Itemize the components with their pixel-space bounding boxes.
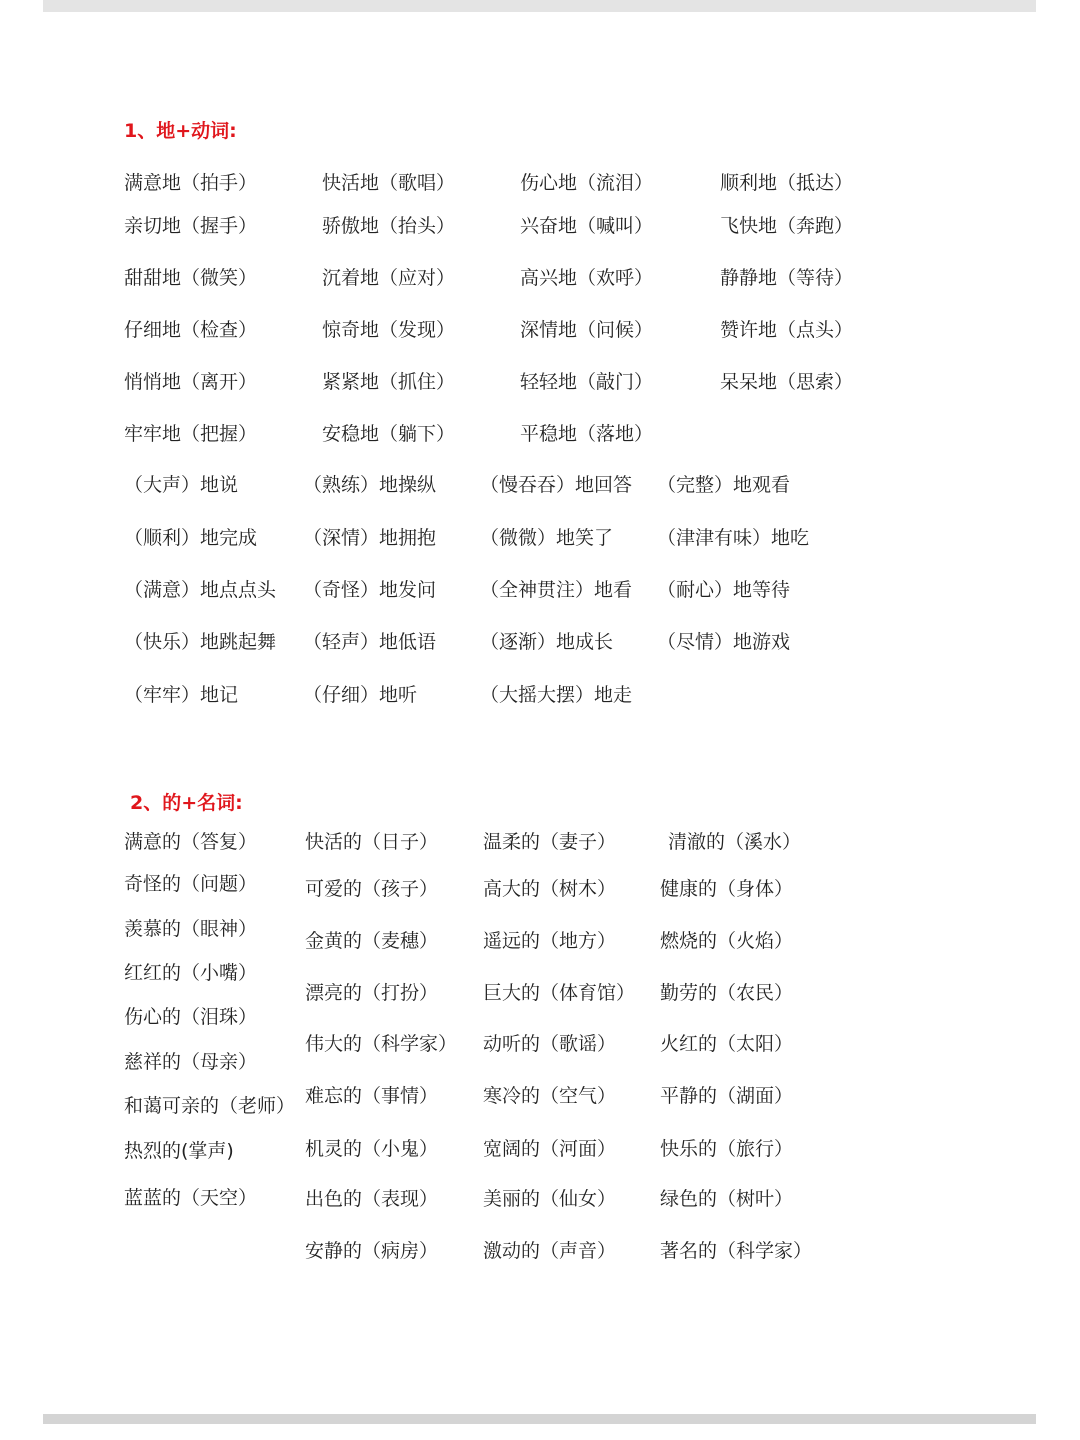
phrase-item: （耐心）地等待 — [657, 579, 791, 601]
phrase-item: 红红的（小嘴） — [124, 962, 258, 984]
phrase-item: （熟练）地操纵 — [303, 474, 437, 496]
phrase-item: 和蔼可亲的（老师） — [124, 1095, 296, 1117]
phrase-item: 亲切地（握手） — [124, 215, 258, 237]
top-divider — [43, 0, 1036, 12]
phrase-item: 漂亮的（打扮） — [305, 982, 439, 1004]
phrase-item: 平静的（湖面） — [660, 1085, 794, 1107]
phrase-item: 机灵的（小鬼） — [305, 1138, 439, 1160]
phrase-item: 火红的（太阳） — [660, 1033, 794, 1055]
phrase-item: 绿色的（树叶） — [660, 1188, 794, 1210]
phrase-item: 伤心地（流泪） — [520, 172, 654, 194]
phrase-item: （满意）地点点头 — [124, 579, 277, 601]
phrase-item: 骄傲地（抬头） — [322, 215, 456, 237]
phrase-item: （轻声）地低语 — [303, 631, 437, 653]
phrase-item: 著名的（科学家） — [660, 1240, 813, 1262]
phrase-item: 甜甜地（微笑） — [124, 267, 258, 289]
phrase-item: 深情地（问候） — [520, 319, 654, 341]
phrase-item: 热烈的(掌声) — [124, 1140, 234, 1162]
phrase-item: 轻轻地（敲门） — [520, 371, 654, 393]
phrase-item: 牢牢地（把握） — [124, 423, 258, 445]
phrase-item: 悄悄地（离开） — [124, 371, 258, 393]
phrase-item: 高大的（树木） — [483, 878, 617, 900]
section1-heading: 1、地+动词: — [124, 120, 237, 142]
phrase-item: （仔细）地听 — [303, 684, 418, 706]
phrase-item: 蓝蓝的（天空） — [124, 1187, 258, 1209]
phrase-item: （快乐）地跳起舞 — [124, 631, 277, 653]
phrase-item: 满意的（答复） — [124, 831, 258, 853]
phrase-item: （津津有味）地吃 — [657, 527, 810, 549]
phrase-item: （牢牢）地记 — [124, 684, 239, 706]
phrase-item: 仔细地（检查） — [124, 319, 258, 341]
phrase-item: 慈祥的（母亲） — [124, 1051, 258, 1073]
phrase-item: 奇怪的（问题） — [124, 873, 258, 895]
phrase-item: 激动的（声音） — [483, 1240, 617, 1262]
phrase-item: 呆呆地（思索） — [720, 371, 854, 393]
phrase-item: （完整）地观看 — [657, 474, 791, 496]
bottom-divider — [43, 1414, 1036, 1424]
phrase-item: 飞快地（奔跑） — [720, 215, 854, 237]
phrase-item: 伤心的（泪珠） — [124, 1006, 258, 1028]
phrase-item: 燃烧的（火焰） — [660, 930, 794, 952]
phrase-item: 兴奋地（喊叫） — [520, 215, 654, 237]
phrase-item: 可爱的（孩子） — [305, 878, 439, 900]
phrase-item: 快乐的（旅行） — [660, 1138, 794, 1160]
phrase-item: 勤劳的（农民） — [660, 982, 794, 1004]
phrase-item: 惊奇地（发现） — [322, 319, 456, 341]
phrase-item: 顺利地（抵达） — [720, 172, 854, 194]
phrase-item: （奇怪）地发问 — [303, 579, 437, 601]
phrase-item: （尽情）地游戏 — [657, 631, 791, 653]
phrase-item: 安静的（病房） — [305, 1240, 439, 1262]
phrase-item: 羡慕的（眼神） — [124, 918, 258, 940]
phrase-item: （全神贯注）地看 — [480, 579, 633, 601]
phrase-item: 宽阔的（河面） — [483, 1138, 617, 1160]
phrase-item: 健康的（身体） — [660, 878, 794, 900]
phrase-item: 美丽的（仙女） — [483, 1188, 617, 1210]
phrase-item: 高兴地（欢呼） — [520, 267, 654, 289]
phrase-item: 金黄的（麦穗） — [305, 930, 439, 952]
phrase-item: 紧紧地（抓住） — [322, 371, 456, 393]
phrase-item: （深情）地拥抱 — [303, 527, 437, 549]
phrase-item: （微微）地笑了 — [480, 527, 614, 549]
phrase-item: 平稳地（落地） — [520, 423, 654, 445]
phrase-item: 巨大的（体育馆） — [483, 982, 636, 1004]
phrase-item: 伟大的（科学家） — [305, 1033, 458, 1055]
phrase-item: （逐渐）地成长 — [480, 631, 614, 653]
phrase-item: 清澈的（溪水） — [668, 831, 802, 853]
phrase-item: 快活的（日子） — [305, 831, 439, 853]
phrase-item: 满意地（拍手） — [124, 172, 258, 194]
phrase-item: 安稳地（躺下） — [322, 423, 456, 445]
phrase-item: 遥远的（地方） — [483, 930, 617, 952]
phrase-item: 出色的（表现） — [305, 1188, 439, 1210]
phrase-item: 快活地（歌唱） — [322, 172, 456, 194]
phrase-item: （大声）地说 — [124, 474, 239, 496]
phrase-item: 赞许地（点头） — [720, 319, 854, 341]
phrase-item: 动听的（歌谣） — [483, 1033, 617, 1055]
phrase-item: （顺利）地完成 — [124, 527, 258, 549]
phrase-item: （大摇大摆）地走 — [480, 684, 633, 706]
phrase-item: 静静地（等待） — [720, 267, 854, 289]
phrase-item: 寒冷的（空气） — [483, 1085, 617, 1107]
phrase-item: 难忘的（事情） — [305, 1085, 439, 1107]
phrase-item: （慢吞吞）地回答 — [480, 474, 633, 496]
phrase-item: 沉着地（应对） — [322, 267, 456, 289]
phrase-item: 温柔的（妻子） — [483, 831, 617, 853]
section2-heading: 2、的+名词: — [130, 792, 243, 814]
